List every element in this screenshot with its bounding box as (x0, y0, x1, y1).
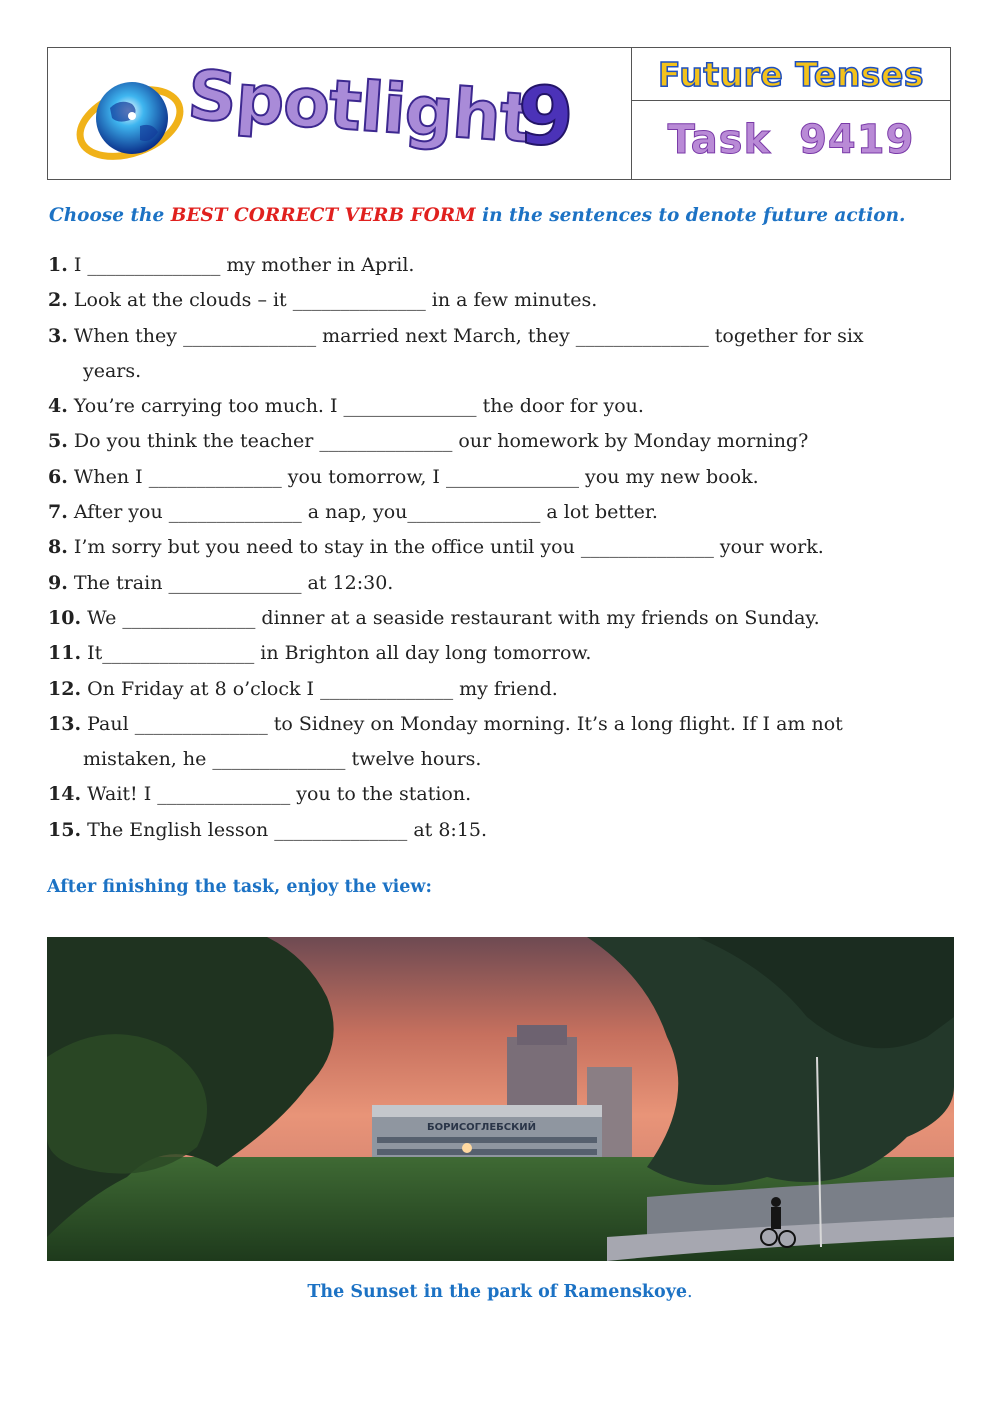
exercise-line (48, 283, 968, 318)
exercise-text: Do you think the teacher ______________ our homework by Monday morning? (73, 430, 809, 453)
exercise-text: I ______________ my mother in April. (73, 254, 415, 276)
topic-row (632, 48, 950, 101)
building-sign: БОРИСОГЛЕБСКИЙ (427, 1122, 537, 1133)
logo-number: 9 (518, 70, 574, 163)
exercise-text: Look at the clouds – it ______________ in a few minutes. (73, 289, 598, 312)
exercise-text: years. (83, 359, 142, 382)
photo-caption (0, 1282, 1000, 1302)
instruction-part1: Choose the (49, 205, 171, 226)
exercise-text: After you ______________ a nap, you______________ a lot better. (73, 501, 658, 524)
exercise-line (48, 672, 968, 707)
exercise-number: 14. (48, 783, 82, 806)
exercise-line (48, 389, 968, 424)
exercise-line (48, 424, 968, 459)
task-info-cell (632, 48, 950, 179)
exercise-text: Paul ______________ to Sidney on Monday morning. It’s a long flight. If I am not (87, 712, 843, 735)
instruction (49, 205, 969, 226)
exercise-number: 10. (48, 606, 82, 629)
exercise-number: 13. (48, 712, 82, 735)
exercise-number: 9. (48, 571, 68, 594)
task-label: Task (667, 117, 772, 163)
exercise-text: The train ______________ at 12:30. (73, 571, 394, 594)
instruction-part2: in the sentences to denote future action. (475, 205, 906, 226)
instruction-highlight: BEST CORRECT VERB FORM (170, 205, 476, 226)
exercise-line (48, 319, 968, 354)
exercise-number: 11. (48, 642, 82, 665)
exercise-list (48, 248, 968, 848)
exercise-line (48, 707, 968, 742)
task-title (654, 117, 929, 163)
exercise-number: 6. (48, 465, 68, 488)
logo-wordmark: Spotlight (185, 56, 535, 159)
exercise-number: 3. (48, 324, 68, 347)
worksheet-header (47, 47, 951, 180)
globe-icon (70, 68, 190, 168)
exercise-line (48, 813, 968, 848)
exercise-line (48, 566, 968, 601)
exercise-line (48, 248, 968, 283)
exercise-number: 7. (48, 501, 68, 524)
exercise-text: On Friday at 8 o’clock I ______________ my friend. (87, 677, 558, 700)
exercise-text: When I ______________ you tomorrow, I ______________ you my new book. (73, 465, 759, 488)
exercise-text: You’re carrying too much. I ______________ the door for you. (73, 395, 644, 418)
caption-text: The Sunset in the park of Ramenskoye (307, 1282, 688, 1302)
exercise-number: 4. (48, 395, 68, 418)
caption-period: . (687, 1282, 693, 1302)
after-task-note: After finishing the task, enjoy the view: (47, 877, 432, 897)
exercise-text: Wait! I ______________ you to the station. (87, 783, 472, 806)
exercise-text: When they ______________ married next March, they ______________ together for six (73, 324, 864, 347)
exercise-line (48, 495, 968, 530)
exercise-text: mistaken, he ______________ twelve hours. (83, 748, 482, 771)
exercise-text: The English lesson ______________ at 8:15. (87, 818, 488, 841)
exercise-line (48, 601, 968, 636)
exercise-text: It________________ in Brighton all day long tomorrow. (87, 642, 592, 665)
exercise-number: 5. (48, 430, 68, 453)
exercise-number: 2. (48, 289, 68, 312)
exercise-text: I’m sorry but you need to stay in the office until you ______________ your work. (73, 536, 824, 559)
topic-title: Future Tenses (658, 54, 924, 94)
exercise-line (48, 636, 968, 671)
exercise-line (48, 460, 968, 495)
exercise-text: We ______________ dinner at a seaside restaurant with my friends on Sunday. (87, 606, 820, 629)
exercise-number: 8. (48, 536, 68, 559)
exercise-line (48, 354, 968, 389)
logo-cell (48, 48, 632, 179)
exercise-number: 1. (48, 254, 68, 276)
task-row (632, 101, 950, 179)
exercise-line (48, 742, 968, 777)
sunset-park-photo (47, 937, 954, 1261)
exercise-line (48, 530, 968, 565)
task-number: 9419 (799, 117, 915, 163)
exercise-line (48, 777, 968, 812)
exercise-number: 12. (48, 677, 82, 700)
exercise-number: 15. (48, 818, 82, 841)
